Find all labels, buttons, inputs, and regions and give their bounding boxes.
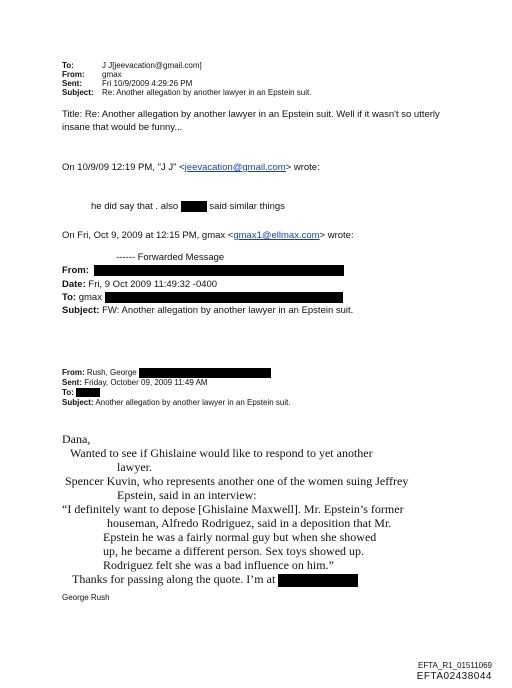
body-line: Spencer Kuvin, who represents another one of the women suing Jeffrey — [65, 474, 409, 488]
inner-to-label: To: — [62, 388, 74, 397]
header-subject-label: Subject: — [62, 88, 94, 97]
forwarded-from-label: From: — [62, 265, 89, 277]
redaction-box — [76, 388, 100, 397]
quote2-prefix: On Fri, Oct 9, 2009 at 12:15 PM, gmax < — [62, 230, 234, 241]
forwarded-from — [62, 265, 344, 276]
header-from-label: From: — [62, 70, 85, 79]
quote2-email-link[interactable]: gmax1@ellmax.com — [233, 230, 320, 241]
reply-line — [91, 201, 285, 212]
inner-subject-value: Another allegation by another lawyer in an Epstein suit. — [95, 398, 291, 407]
forwarded-to-value: gmax — [78, 292, 102, 304]
quote1-suffix: > wrote: — [285, 162, 320, 173]
body-line: Epstein, said in an interview: — [117, 488, 257, 502]
header-subject — [62, 88, 311, 98]
quote2-suffix: > wrote: — [319, 230, 354, 241]
forwarded-banner: ------ Forwarded Message — [116, 252, 225, 263]
body-line-last — [62, 572, 462, 587]
email-body — [62, 432, 462, 587]
body-line: “I definitely want to depose [Ghislaine Maxwell]. Mr. Epstein’s former — [62, 502, 404, 516]
inner-from-label: From: — [62, 368, 85, 378]
header-sent-value: Fri 10/9/2009 4:29:26 PM — [102, 79, 193, 88]
forwarded-subject-value: FW: Another allegation by another lawyer in an Epstein suit. — [102, 305, 354, 316]
reply-before: he did say that . also — [91, 201, 179, 213]
forwarded-to-label: To: — [62, 292, 77, 304]
forwarded-subject — [62, 305, 353, 316]
redaction-box — [278, 574, 358, 587]
reply-after: said similar things — [209, 201, 285, 213]
body-line: Wanted to see if Ghislaine would like to respond to yet another — [70, 446, 373, 460]
body-line: lawyer. — [117, 460, 152, 474]
body-line: houseman, Alfredo Rodriguez, said in a deposition that Mr. — [107, 516, 392, 530]
signature: George Rush — [62, 593, 110, 602]
body-line: Epstein he was a fairly normal guy but when she showed — [103, 530, 377, 544]
inner-from-value: Rush, George — [86, 368, 137, 378]
header-subject-value: Re: Another allegation by another lawyer in an Epstein suit. — [102, 88, 312, 97]
header-to-value: J J[jeevacation@gmail.com] — [102, 61, 202, 70]
inner-to — [62, 388, 100, 397]
forwarded-date-value: Fri, 9 Oct 2009 11:49:32 -0400 — [88, 279, 218, 290]
quote1-prefix: On 10/9/09 12:19 PM, "J J" < — [62, 162, 185, 173]
inner-subject — [62, 398, 291, 407]
redaction-box — [139, 368, 271, 378]
body-line: Thanks for passing along the quote. I’m at — [72, 572, 276, 586]
inner-subject-label: Subject: — [62, 398, 94, 407]
redaction-box — [94, 265, 344, 276]
forwarded-to — [62, 292, 343, 303]
header-sent-label: Sent: — [62, 79, 82, 88]
forwarded-date-label: Date: — [62, 279, 86, 290]
inner-sent-value: Friday, October 09, 2009 11:49 AM — [84, 378, 208, 387]
body-line: Rodriguez felt she was a bad influence on him.” — [103, 558, 334, 572]
forwarded-date — [62, 279, 217, 290]
body-greeting: Dana, — [62, 432, 91, 446]
title-line: Title: Re: Another allegation by another lawyer in an Epstein suit. Well if it wasn't so utterly insane that would be funny... — [62, 109, 440, 133]
header-to-label: To: — [62, 61, 74, 70]
inner-sent — [62, 378, 208, 387]
inner-from — [62, 368, 271, 378]
quote1-email-link[interactable]: jeevacation@gmail.com — [184, 162, 286, 173]
redaction-box — [181, 201, 207, 212]
forwarded-subject-label: Subject: — [62, 305, 100, 316]
quote-line-2 — [62, 230, 354, 241]
quote-line-1 — [62, 162, 320, 173]
inner-sent-label: Sent: — [62, 378, 82, 387]
footer-id-small: EFTA_R1_01511069 — [418, 661, 492, 670]
footer-id-large: EFTA02438044 — [416, 671, 492, 682]
header-from-value: gmax — [102, 70, 122, 79]
body-line: up, he became a different person. Sex toys showed up. — [103, 544, 365, 558]
redaction-box — [105, 292, 343, 303]
